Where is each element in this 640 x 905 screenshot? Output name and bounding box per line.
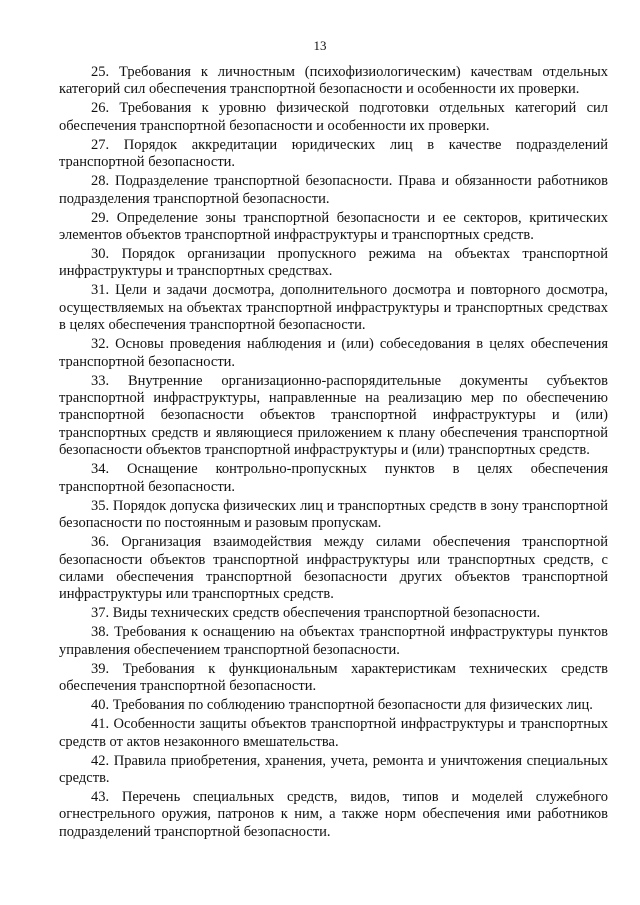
list-item: 35. Порядок допуска физических лиц и транспортных средств в зону транспортной безопасности по постоянным и разовым пропускам. [59, 497, 608, 532]
list-item: 37. Виды технических средств обеспечения транспортной безопасности. [91, 605, 541, 622]
list-item: 41. Особенности защиты объектов транспортной инфраструктуры и транспортных средств от актов незаконного вмешательства. [59, 716, 608, 750]
list-item: 38. Требования к оснащению на объектах транспортной инфраструктуры пунктов управления обеспечением транспортной безопасности. [59, 624, 608, 658]
list-item: 40. Требования по соблюдению транспортной безопасности для физических лиц. [91, 697, 593, 714]
list-item: 25. Требования к личностным (психофизиологическим) качествам отдельных категорий сил обеспечения транспортной безопасности и особенности их проверки. [59, 64, 608, 98]
list-item: 32. Основы проведения наблюдения и (или) собеседования в целях обеспечения транспортной безопасности. [59, 336, 608, 370]
list-item: 26. Требования к уровню физической подготовки отдельных категорий сил обеспечения транспортной безопасности и особенности их проверки. [59, 100, 608, 134]
list-item: 42. Правила приобретения, хранения, учета, ремонта и уничтожения специальных средств. [59, 752, 608, 786]
list-item: 28. Подразделение транспортной безопасности. Права и обязанности работников подразделения транспортной безопасности. [59, 173, 608, 207]
list-item: 39. Требования к функциональным характеристикам технических средств обеспечения транспортной безопасности. [59, 660, 608, 695]
list-item: 27. Порядок аккредитации юридических лиц в качестве подразделений транспортной безопасности. [59, 136, 608, 171]
list-item: 30. Порядок организации пропускного режима на объектах транспортной инфраструктуры и транспортных средствах. [59, 246, 608, 280]
list-item: 29. Определение зоны транспортной безопасности и ее секторов, критических элементов объектов транспортной инфраструктуры и транспортных средств. [59, 209, 608, 244]
list-item: 34. Оснащение контрольно-пропускных пунктов в целях обеспечения транспортной безопасности. [59, 461, 608, 495]
list-item: 43. Перечень специальных средств, видов, типов и моделей служебного огнестрельного оружия, патронов к ним, а также норм обеспечения ими работников подразделений транспортной безопасности. [59, 788, 608, 840]
list-item: 31. Цели и задачи досмотра, дополнительного досмотра и повторного досмотра, осуществляемых на объектах транспортной инфраструктуры и транспортных средствах в целях обеспечения транспортной безопасности. [59, 282, 608, 334]
page-number: 13 [313, 38, 327, 53]
item-list [59, 64, 608, 843]
list-item: 36. Организация взаимодействия между силами обеспечения транспортной безопасности объектов транспортной инфраструктуры или транспортных средств, с силами обеспечения транспортной безопасности других объектов транспортной инфраструктуры или транспортных средств. [59, 534, 608, 603]
list-item: 33. Внутренние организационно-распорядительные документы субъектов транспортной инфраструктуры, направленные на реализацию мер по обеспечению транспортной безопасности объектов транспортной инфраструктуры и (или) транспортных средств и являющиеся приложением к плану обеспечения транспортной безопасности объектов транспортной инфраструктуры и (или) транспортных средств. [59, 372, 608, 459]
